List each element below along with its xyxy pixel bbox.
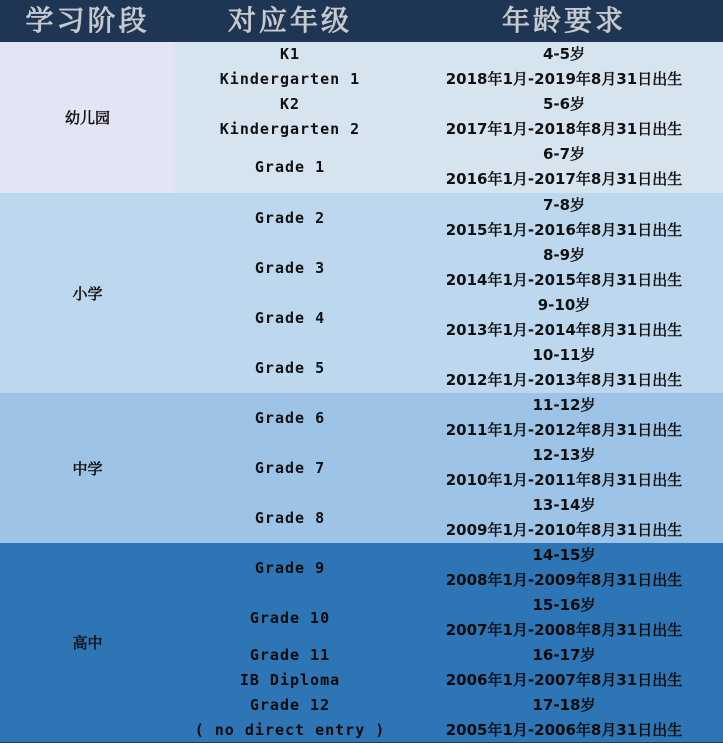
grade-sublabel: Kindergarten 2 xyxy=(219,120,361,138)
grade-cell xyxy=(175,443,405,493)
grade-cell xyxy=(175,243,405,293)
stage-band-high-school xyxy=(0,543,723,742)
age-range: 12-13岁 xyxy=(532,446,596,464)
grade-cell xyxy=(175,293,405,343)
age-cell xyxy=(405,243,723,293)
table-row xyxy=(0,493,723,543)
grade-label: Grade 9 xyxy=(254,558,326,577)
stage-label: 中学 xyxy=(72,459,103,478)
age-range: 7-8岁 xyxy=(542,196,586,214)
age-cell xyxy=(405,393,723,443)
grade-cell xyxy=(175,343,405,393)
grade-cell xyxy=(175,393,405,443)
age-range: 15-16岁 xyxy=(532,596,596,614)
birth-range: 2008年1月-2009年8月31日出生 xyxy=(445,571,683,589)
grade-label: Grade 10 xyxy=(249,608,331,627)
grade-cell xyxy=(175,493,405,543)
table-row xyxy=(0,293,723,343)
grade-cell xyxy=(175,142,405,192)
table-row xyxy=(0,693,723,743)
birth-range: 2013年1月-2014年8月31日出生 xyxy=(445,321,683,339)
age-cell xyxy=(405,543,723,593)
grade-label: Grade 2 xyxy=(254,208,326,227)
age-range: 6-7岁 xyxy=(542,145,586,163)
table-row xyxy=(0,193,723,243)
grade-label: Grade 7 xyxy=(254,458,326,477)
age-range: 16-17岁 xyxy=(532,646,596,664)
grade-label: Grade 8 xyxy=(254,508,326,527)
birth-range: 2017年1月-2018年8月31日出生 xyxy=(445,120,683,138)
header-age: 年龄要求 xyxy=(501,4,626,37)
grade-sublabel: ( no direct entry ) xyxy=(194,721,386,739)
grade-cell xyxy=(175,193,405,243)
age-range: 17-18岁 xyxy=(532,696,596,714)
birth-range: 2015年1月-2016年8月31日出生 xyxy=(445,221,683,239)
age-cell xyxy=(405,643,723,693)
stage-band-primary xyxy=(0,193,723,393)
stage-label: 幼儿园 xyxy=(0,42,175,193)
birth-range: 2005年1月-2006年8月31日出生 xyxy=(445,721,683,739)
age-range: 13-14岁 xyxy=(532,496,596,514)
age-cell xyxy=(405,593,723,643)
header-stage: 学习阶段 xyxy=(25,4,150,37)
age-range: 5-6岁 xyxy=(542,95,586,113)
grade-label: Grade 12 xyxy=(249,696,331,714)
grade-label: K2 xyxy=(279,95,301,113)
age-cell xyxy=(405,693,723,743)
grade-sublabel: Kindergarten 1 xyxy=(219,70,361,88)
table-row xyxy=(0,42,723,92)
age-range: 8-9岁 xyxy=(542,246,586,264)
age-range: 11-12岁 xyxy=(532,396,596,414)
stage-label: 高中 xyxy=(72,634,103,652)
age-range: 10-11岁 xyxy=(532,346,596,364)
birth-range: 2011年1月-2012年8月31日出生 xyxy=(445,421,683,439)
age-cell xyxy=(405,443,723,493)
table-row xyxy=(0,393,723,443)
age-cell xyxy=(405,343,723,393)
grade-cell xyxy=(175,92,405,142)
grade-label: Grade 6 xyxy=(254,408,326,427)
table-row xyxy=(0,142,723,192)
table-row xyxy=(0,243,723,293)
age-cell xyxy=(405,142,723,192)
table-row xyxy=(0,593,723,643)
birth-range: 2006年1月-2007年8月31日出生 xyxy=(445,671,683,689)
grade-label: Grade 11 xyxy=(249,646,331,664)
grade-label: Grade 4 xyxy=(254,308,326,327)
age-range: 9-10岁 xyxy=(537,296,591,314)
grade-cell xyxy=(175,42,405,92)
birth-range: 2010年1月-2011年8月31日出生 xyxy=(445,471,683,489)
grade-sublabel: IB Diploma xyxy=(239,671,341,689)
grade-cell xyxy=(175,543,405,593)
birth-range: 2007年1月-2008年8月31日出生 xyxy=(445,621,683,639)
stage-label: 小学 xyxy=(72,284,103,303)
age-range: 4-5岁 xyxy=(542,45,586,63)
birth-range: 2014年1月-2015年8月31日出生 xyxy=(445,271,683,289)
age-cell xyxy=(405,293,723,343)
grade-cell xyxy=(175,643,405,693)
age-cell xyxy=(405,493,723,543)
age-range: 14-15岁 xyxy=(532,546,596,564)
header-grade: 对应年级 xyxy=(227,4,352,37)
grade-label: K1 xyxy=(279,45,301,63)
stage-band-kindergarten xyxy=(0,42,723,193)
birth-range: 2018年1月-2019年8月31日出生 xyxy=(445,70,683,88)
table-header xyxy=(0,0,723,42)
stage-band-secondary xyxy=(0,393,723,543)
grade-label: Grade 1 xyxy=(254,157,326,176)
birth-range: 2012年1月-2013年8月31日出生 xyxy=(445,371,683,389)
age-cell xyxy=(405,42,723,92)
grade-cell xyxy=(175,693,405,743)
table-row xyxy=(0,643,723,693)
birth-range: 2016年1月-2017年8月31日出生 xyxy=(445,170,683,188)
birth-range: 2009年1月-2010年8月31日出生 xyxy=(445,521,683,539)
grade-label: Grade 5 xyxy=(254,358,326,377)
age-cell xyxy=(405,92,723,142)
age-cell xyxy=(405,193,723,243)
table-row xyxy=(0,92,723,142)
grade-cell xyxy=(175,593,405,643)
table-row xyxy=(0,443,723,493)
table-row xyxy=(0,543,723,593)
table-row xyxy=(0,343,723,393)
grade-label: Grade 3 xyxy=(254,258,326,277)
